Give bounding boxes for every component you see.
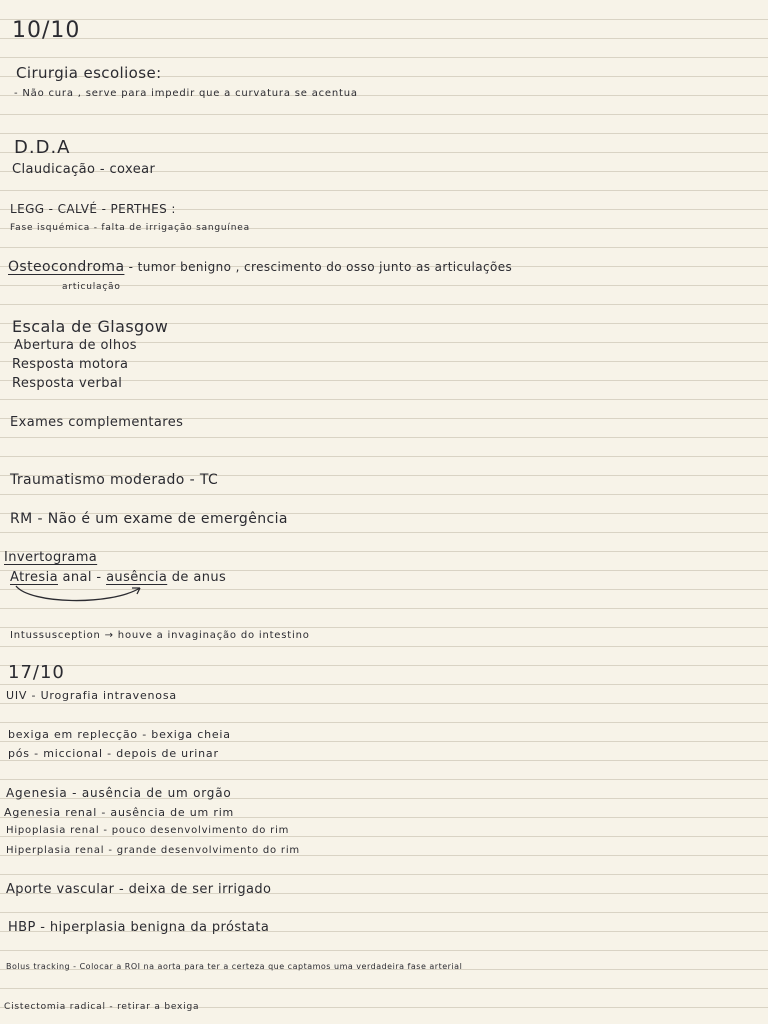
note-line: bexiga em replecção - bexiga cheia <box>8 728 231 741</box>
note-line: Intussusception → houve a invaginação do intestino <box>10 630 310 641</box>
note-text: - tumor benigno , crescimento do osso junto as articulações <box>124 260 513 274</box>
note-line <box>10 570 226 585</box>
note-heading: Invertograma <box>4 550 98 565</box>
note-line: Hiperplasia renal - grande desenvolvimento do rim <box>6 845 300 856</box>
note-line: Resposta motora <box>12 357 129 372</box>
note-heading: LEGG - CALVÉ - PERTHES : <box>10 202 176 216</box>
underlined-term: ausência <box>106 570 168 585</box>
underlined-term: Osteocondroma <box>8 259 125 275</box>
note-line: Agenesia renal - ausência de um rim <box>4 806 235 819</box>
note-heading: D.D.A <box>14 137 71 158</box>
note-line: Abertura de olhos <box>14 338 137 353</box>
note-line: Claudicação - coxear <box>12 162 156 177</box>
note-line: RM - Não é um exame de emergência <box>10 511 288 527</box>
note-line: Traumatismo moderado - TC <box>10 472 219 488</box>
note-line: Exames complementares <box>10 415 184 430</box>
note-heading: Cirurgia escoliose: <box>16 64 162 82</box>
note-line: Cistectomia radical - retirar a bexiga <box>4 1002 200 1012</box>
note-subscript: articulação <box>62 282 121 292</box>
date-heading: 10/10 <box>12 18 81 43</box>
note-heading: Escala de Glasgow <box>12 317 169 336</box>
note-line: pós - miccional - depois de urinar <box>8 747 219 760</box>
note-line: Aporte vascular - deixa de ser irrigado <box>6 882 272 897</box>
note-line: - Não cura , serve para impedir que a curvatura se acentua <box>14 88 358 99</box>
note-line: Resposta verbal <box>12 376 123 391</box>
note-line: HBP - hiperplasia benigna da próstata <box>8 920 270 935</box>
note-line: Hipoplasia renal - pouco desenvolvimento do rim <box>6 825 290 836</box>
note-line: Fase isquémica - falta de irrigação sanguínea <box>10 223 250 233</box>
note-line: UIV - Urografia intravenosa <box>6 689 177 702</box>
underlined-term: Atresia <box>10 570 58 585</box>
note-line <box>8 259 512 275</box>
note-line: Agenesia - ausência de um orgão <box>6 786 232 800</box>
note-text: de anus <box>167 570 227 585</box>
note-text: anal - <box>57 570 107 585</box>
note-line: Bolus tracking - Colocar a ROI na aorta para ter a certeza que captamos uma verdadeira fase arterial <box>6 962 463 971</box>
date-heading: 17/10 <box>8 662 65 683</box>
